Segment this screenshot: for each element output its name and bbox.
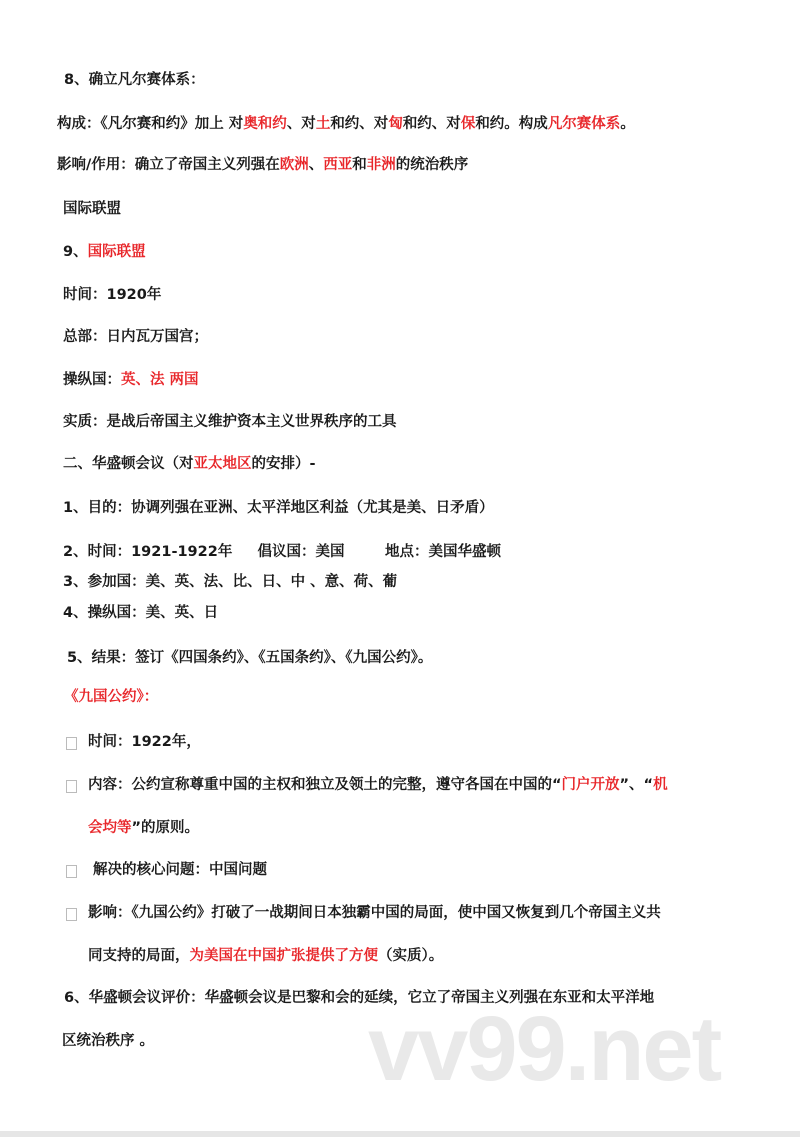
text-segment: 。 — [620, 116, 635, 132]
text-segment: 国际联盟 — [63, 201, 121, 217]
text-line — [63, 498, 494, 518]
text-segment: 4、操纵国：美、英、日 — [63, 605, 219, 621]
text-segment: 操纵国： — [63, 372, 121, 388]
highlighted-text: 机 — [653, 777, 668, 793]
text-line — [63, 370, 199, 390]
text-segment: 内容：公约宣称尊重中国的主权和独立及领土的完整，遵守各国在中国的“ — [88, 777, 562, 793]
bullet-icon — [66, 908, 77, 921]
text-line — [63, 199, 121, 219]
text-segment: 和 — [352, 157, 367, 173]
text-line — [88, 818, 199, 838]
text-segment: 区统治秩序 。 — [62, 1033, 155, 1049]
text-segment: 6、华盛顿会议评价：华盛顿会议是巴黎和会的延续，它立了帝国主义列强在东亚和太平洋地 — [64, 990, 655, 1006]
text-segment: 、对 — [286, 116, 316, 132]
text-segment: 总部：日内瓦万国宫； — [63, 329, 208, 345]
text-segment: （实质）。 — [378, 948, 444, 964]
text-segment: 的安排）- — [251, 456, 316, 472]
text-line — [63, 603, 218, 623]
text-segment: 、 — [308, 157, 324, 173]
text-line — [63, 285, 161, 305]
text-segment: 时间：1920年 — [63, 287, 162, 303]
text-line — [63, 454, 316, 474]
text-line — [64, 70, 205, 90]
text-line — [63, 242, 146, 262]
text-line — [63, 327, 208, 347]
highlighted-text: 会均等 — [88, 820, 132, 836]
highlighted-text: 西亚 — [323, 157, 353, 173]
text-line — [67, 648, 432, 668]
page-bottom-edge — [0, 1131, 800, 1137]
text-line — [63, 572, 397, 592]
text-segment: 和约、对 — [402, 116, 461, 132]
highlighted-text: 保 — [460, 116, 476, 132]
text-segment: 和约、对 — [330, 116, 389, 132]
text-segment: 时间：1922年， — [88, 734, 201, 750]
text-segment: 二、华盛顿会议（对 — [63, 456, 194, 472]
text-segment: 9、 — [63, 244, 88, 260]
text-line — [57, 114, 635, 134]
highlighted-text: 匈 — [388, 116, 403, 132]
text-segment: 1、目的：协调列强在亚洲、太平洋地区利益（尤其是美、日矛盾） — [63, 500, 494, 516]
highlighted-text: 凡尔赛体系 — [547, 116, 621, 132]
text-line — [88, 732, 201, 752]
text-line — [88, 903, 661, 923]
text-segment: 实质：是战后帝国主义维护资本主义世界秩序的工具 — [63, 414, 397, 430]
highlighted-text: 为美国在中国扩张提供了方便 — [189, 948, 378, 964]
watermark: vv99.net — [368, 998, 721, 1100]
text-segment: 和约。构成 — [475, 116, 548, 132]
text-line — [64, 687, 158, 707]
bullet-icon — [66, 737, 77, 750]
text-segment: 解决的核心问题：中国问题 — [88, 862, 268, 878]
text-segment: 的统治秩序 — [395, 157, 469, 173]
text-segment: 构成：《凡尔赛和约》加上 对 — [57, 116, 244, 132]
highlighted-text: 《九国公约》： — [64, 689, 159, 705]
highlighted-text: 非洲 — [366, 157, 396, 173]
text-segment: 2、时间：1921-1922年 倡议国：美国 地点：美国华盛顿 — [63, 544, 501, 560]
highlighted-text: 门户开放 — [561, 777, 620, 793]
bullet-icon — [66, 780, 77, 793]
highlighted-text: 欧洲 — [279, 157, 309, 173]
highlighted-text: 奥和约 — [243, 116, 287, 132]
highlighted-text: 国际联盟 — [87, 244, 146, 260]
text-line — [88, 860, 267, 880]
text-segment: ”、“ — [619, 777, 654, 793]
text-line — [88, 946, 443, 966]
text-segment: 影响/作用：确立了帝国主义列强在 — [57, 157, 280, 173]
text-segment: ”的原则。 — [131, 820, 200, 836]
text-segment: 3、参加国：美、英、法、比、日、中 、意、荷、葡 — [63, 574, 398, 590]
text-line — [88, 775, 668, 795]
text-line — [64, 988, 654, 1008]
highlighted-text: 亚太地区 — [193, 456, 252, 472]
text-segment: 影响：《九国公约》打破了一战期间日本独霸中国的局面，使中国又恢复到几个帝国主义共 — [88, 905, 661, 921]
bullet-icon — [66, 865, 77, 878]
text-line — [63, 542, 501, 562]
text-line — [63, 412, 397, 432]
text-line — [62, 1031, 154, 1051]
text-segment: 5、结果：签订《四国条约》、《五国条约》、《九国公约》。 — [67, 650, 433, 666]
text-line — [57, 155, 468, 175]
text-segment: 同支持的局面， — [88, 948, 190, 964]
highlighted-text: 土 — [315, 116, 331, 132]
highlighted-text: 英、法 两国 — [121, 372, 199, 388]
text-segment: 8、确立凡尔赛体系： — [64, 72, 205, 88]
